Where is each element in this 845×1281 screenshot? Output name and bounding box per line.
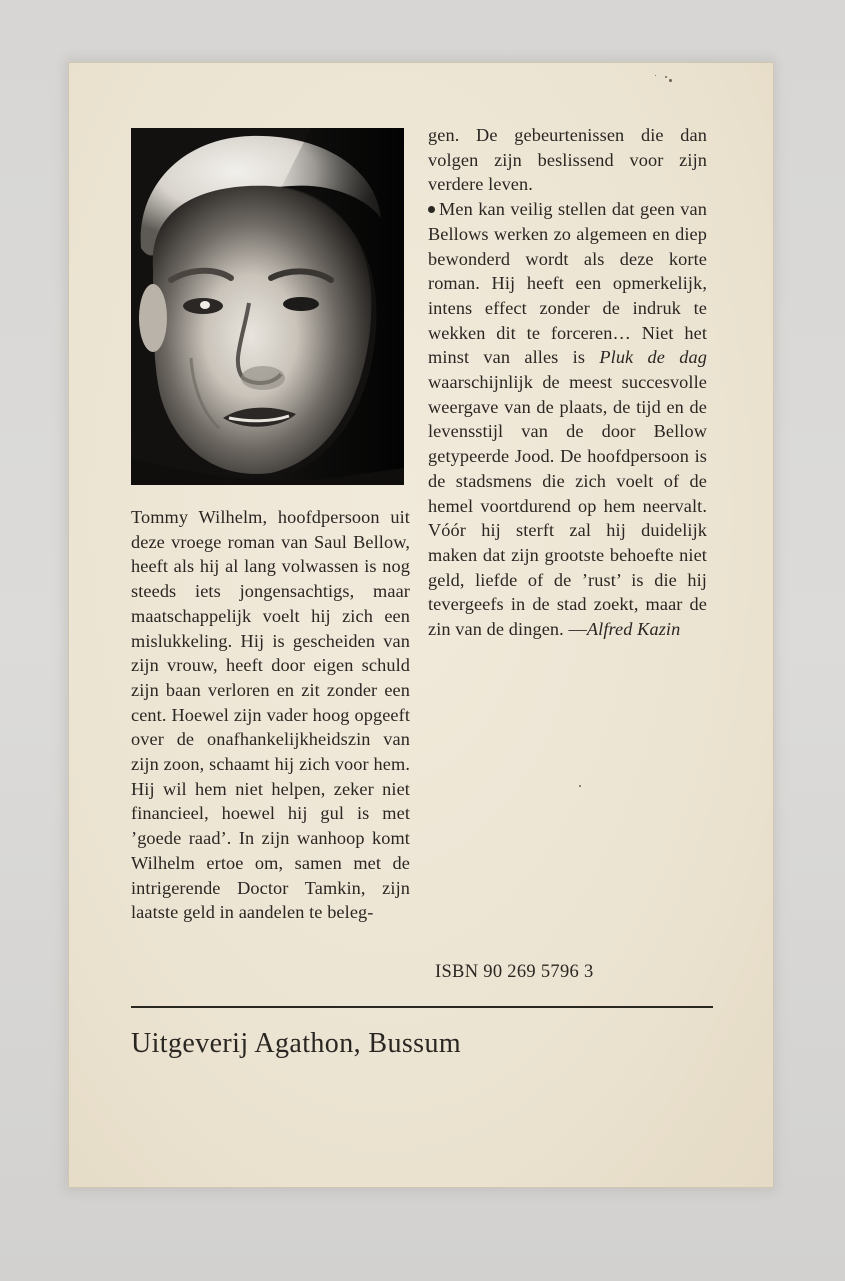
author-photo bbox=[131, 128, 404, 485]
review-quote bbox=[428, 197, 707, 642]
review-quote-part2: waarschijnlijk de meest succesvolle weergave van de plaats, de tijd en de levensstijl van de door Bellow getypeerde Jood. De hoofdpersoon is de stadsmens die zich voelt of de hemel voortdurend op hem neervalt. Vóór hij sterft zal hij duidelijk maken dat zijn grootste behoefte niet geld, liefde of de ’rust’ is die hij tevergeefs in de stad zoekt, maar de zin van de dingen. — bbox=[428, 372, 707, 640]
paper-speck bbox=[669, 79, 672, 82]
bullet-icon bbox=[428, 206, 435, 213]
isbn: ISBN 90 269 5796 3 bbox=[435, 962, 594, 982]
synopsis-continuation: gen. De gebeurtenissen die dan volgen zijn beslissend voor zijn verdere leven. bbox=[428, 125, 707, 195]
quote-author: Alfred Kazin bbox=[586, 619, 681, 640]
divider-rule bbox=[131, 1006, 713, 1008]
paper-speck bbox=[579, 785, 581, 787]
author-portrait-image bbox=[131, 128, 404, 485]
paper-speck bbox=[665, 76, 667, 78]
publisher-imprint: Uitgeverij Agathon, Bussum bbox=[131, 1028, 462, 1059]
blurb-right-column bbox=[428, 123, 707, 642]
blurb-left-column bbox=[131, 505, 410, 925]
synopsis-text: Tommy Wilhelm, hoofdpersoon uit deze vroege roman van Saul Bellow, heeft als hij al lang volwassen is nog steeds iets jongensachtigs, maar maatschappelijk voelt hij zich een mislukkeling. Hij is gescheiden van zijn vrouw, heeft door eigen schuld zijn baan verloren en zit zonder een cent. Hoewel zijn vader hoog opgeeft over de onafhankelijkheidszin van zijn zoon, schaamt hij zich voor hem. Hij wil hem niet helpen, zeker niet financieel, hoewel hij gul is met ’goede raad’. In zijn wanhoop komt Wilhelm ertoe om, samen met de intrigerende Doctor Tamkin, zijn laatste geld in aandelen te beleg- bbox=[131, 507, 410, 923]
book-title: Pluk de dag bbox=[599, 347, 708, 368]
review-quote-part1: Men kan veilig stellen dat geen van Bellows werken zo algemeen en diep bewonderd wordt als deze korte roman. Hij heeft een opmerkelijk, intens effect zonder de indruk te wekken dit te forceren… Niet het minst van alles is bbox=[428, 199, 707, 368]
paper-speck bbox=[655, 75, 656, 76]
